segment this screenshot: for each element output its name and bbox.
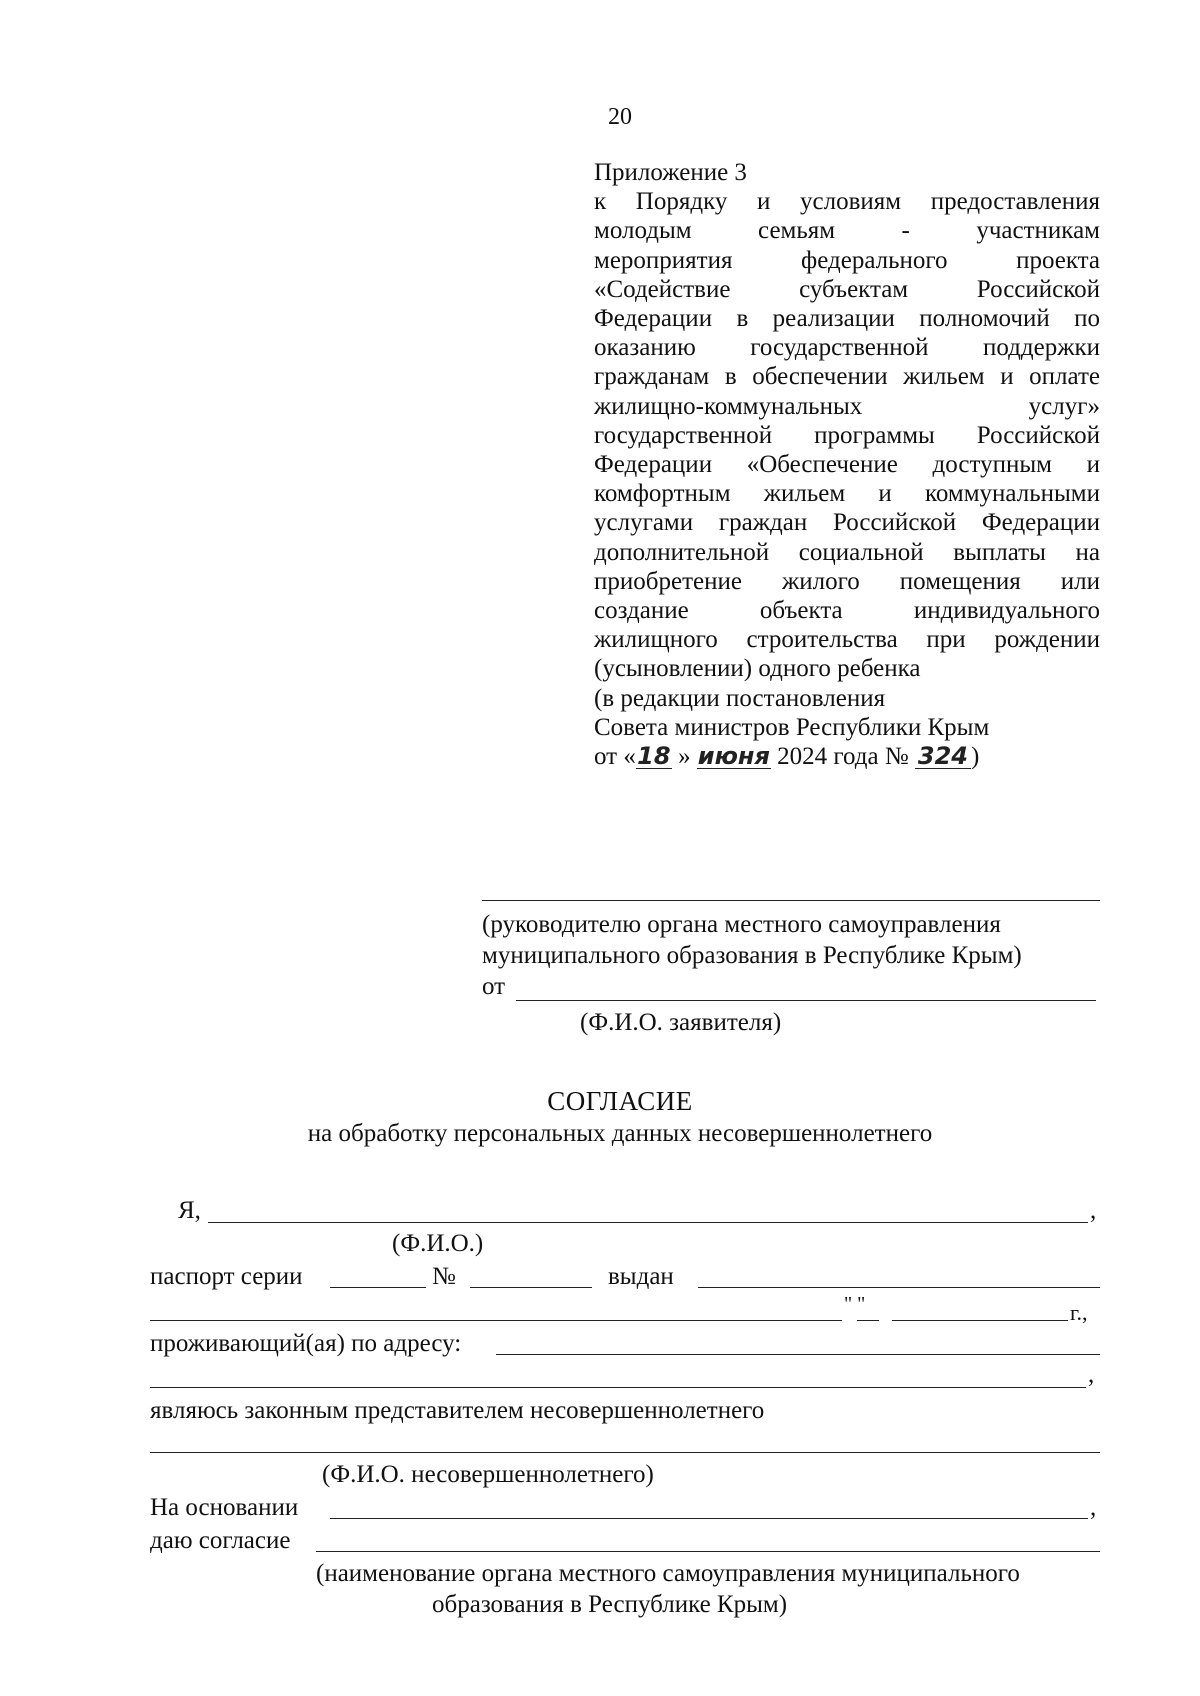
year-suffix: г., bbox=[1070, 1300, 1088, 1325]
appendix-reference bbox=[594, 158, 1100, 771]
appendix-date-line bbox=[594, 742, 1100, 771]
issued-by-field-2[interactable] bbox=[150, 1320, 842, 1321]
fio-caption: (Ф.И.О.) bbox=[392, 1230, 484, 1257]
appendix-line: жилищно-коммунальных услуг» bbox=[594, 392, 1100, 420]
basis-label: На основании bbox=[150, 1494, 299, 1521]
appendix-line: молодым семьям - участникам bbox=[594, 217, 1100, 245]
appendix-line: к Порядку и условиям предоставления bbox=[594, 188, 1100, 216]
addressee-line[interactable] bbox=[482, 900, 1100, 901]
addressee-caption-1: (руководителю органа местного самоуправления bbox=[482, 911, 1001, 938]
date-suffix: ) bbox=[970, 743, 980, 771]
appendix-line: (усыновлении) одного ребенка bbox=[594, 655, 921, 683]
applicant-name-line[interactable] bbox=[516, 1000, 1096, 1001]
appendix-line: оказанию государственной поддержки bbox=[594, 334, 1100, 362]
document-subtitle: на обработку персональных данных несовершеннолетнего bbox=[307, 1120, 933, 1147]
from-label: от bbox=[482, 973, 506, 1000]
appendix-line: Федерации «Обеспечение доступным и bbox=[594, 451, 1100, 479]
issued-label: выдан bbox=[608, 1263, 674, 1290]
authority-field[interactable] bbox=[316, 1551, 1100, 1552]
consent-label: даю согласие bbox=[150, 1527, 291, 1554]
minor-name-field[interactable] bbox=[150, 1452, 1100, 1453]
appendix-line: дополнительной социальной выплаты на bbox=[594, 538, 1100, 566]
appendix-line: комфортным жильем и коммунальными bbox=[594, 480, 1100, 508]
date-prefix: от « bbox=[594, 743, 636, 771]
appendix-line: Приложение 3 bbox=[594, 159, 747, 186]
full-name-comma: , bbox=[1090, 1197, 1097, 1224]
address-field[interactable] bbox=[496, 1354, 1100, 1355]
issued-by-field[interactable] bbox=[698, 1287, 1100, 1288]
basis-comma: , bbox=[1090, 1494, 1097, 1521]
appendix-line: создание объекта индивидуального bbox=[594, 597, 1100, 625]
appendix-line: «Содействие субъектам Российской bbox=[594, 275, 1100, 303]
appendix-line: Федерации в реализации полномочий по bbox=[594, 305, 1100, 333]
appendix-line: (в редакции постановления bbox=[594, 684, 886, 712]
i-label: Я, bbox=[178, 1197, 201, 1224]
appendix-line: приобретение жилого помещения или bbox=[594, 567, 1100, 595]
number-sign: № bbox=[432, 1263, 456, 1290]
appendix-line: гражданам в обеспечении жильем и оплате bbox=[594, 363, 1100, 391]
representative-text: являюсь законным представителем несовершеннолетнего bbox=[150, 1397, 765, 1424]
date-year-text: 2024 года № bbox=[777, 743, 909, 771]
handwritten-month: июня bbox=[697, 742, 770, 771]
passport-series-label: паспорт серии bbox=[150, 1263, 303, 1290]
full-name-line[interactable] bbox=[208, 1222, 1088, 1223]
appendix-line: государственной программы Российской bbox=[594, 421, 1100, 449]
passport-number-field[interactable] bbox=[470, 1287, 592, 1288]
date-mid: » bbox=[678, 743, 691, 771]
address-comma: , bbox=[1088, 1361, 1095, 1388]
appendix-line: жилищного строительства при рождении bbox=[594, 626, 1100, 654]
appendix-line: услугами граждан Российской Федерации bbox=[594, 509, 1100, 537]
issue-month-year-field[interactable] bbox=[892, 1320, 1068, 1321]
issue-day-field[interactable] bbox=[857, 1320, 879, 1321]
date-quote-marks: " " bbox=[844, 1293, 866, 1315]
minor-fio-caption: (Ф.И.О. несовершеннолетнего) bbox=[322, 1461, 654, 1488]
addressee-caption-2: муниципального образования в Республике Крым) bbox=[482, 942, 1022, 969]
handwritten-day: 18 bbox=[637, 742, 671, 771]
page-number: 20 bbox=[608, 104, 632, 130]
passport-series-field[interactable] bbox=[330, 1287, 426, 1288]
authority-caption-2: образования в Республике Крым) bbox=[432, 1591, 788, 1618]
handwritten-number: 324 bbox=[915, 744, 971, 769]
document-title: СОГЛАСИЕ bbox=[547, 1086, 693, 1116]
authority-caption-1: (наименование органа местного самоуправления муниципального bbox=[316, 1560, 1020, 1587]
appendix-line: Совета министров Республики Крым bbox=[594, 713, 990, 741]
appendix-line: мероприятия федерального проекта bbox=[594, 246, 1100, 274]
address-label: проживающий(ая) по адресу: bbox=[150, 1330, 462, 1357]
basis-field[interactable] bbox=[330, 1518, 1088, 1519]
applicant-caption: (Ф.И.О. заявителя) bbox=[580, 1009, 782, 1036]
address-field-2[interactable] bbox=[150, 1387, 1086, 1388]
